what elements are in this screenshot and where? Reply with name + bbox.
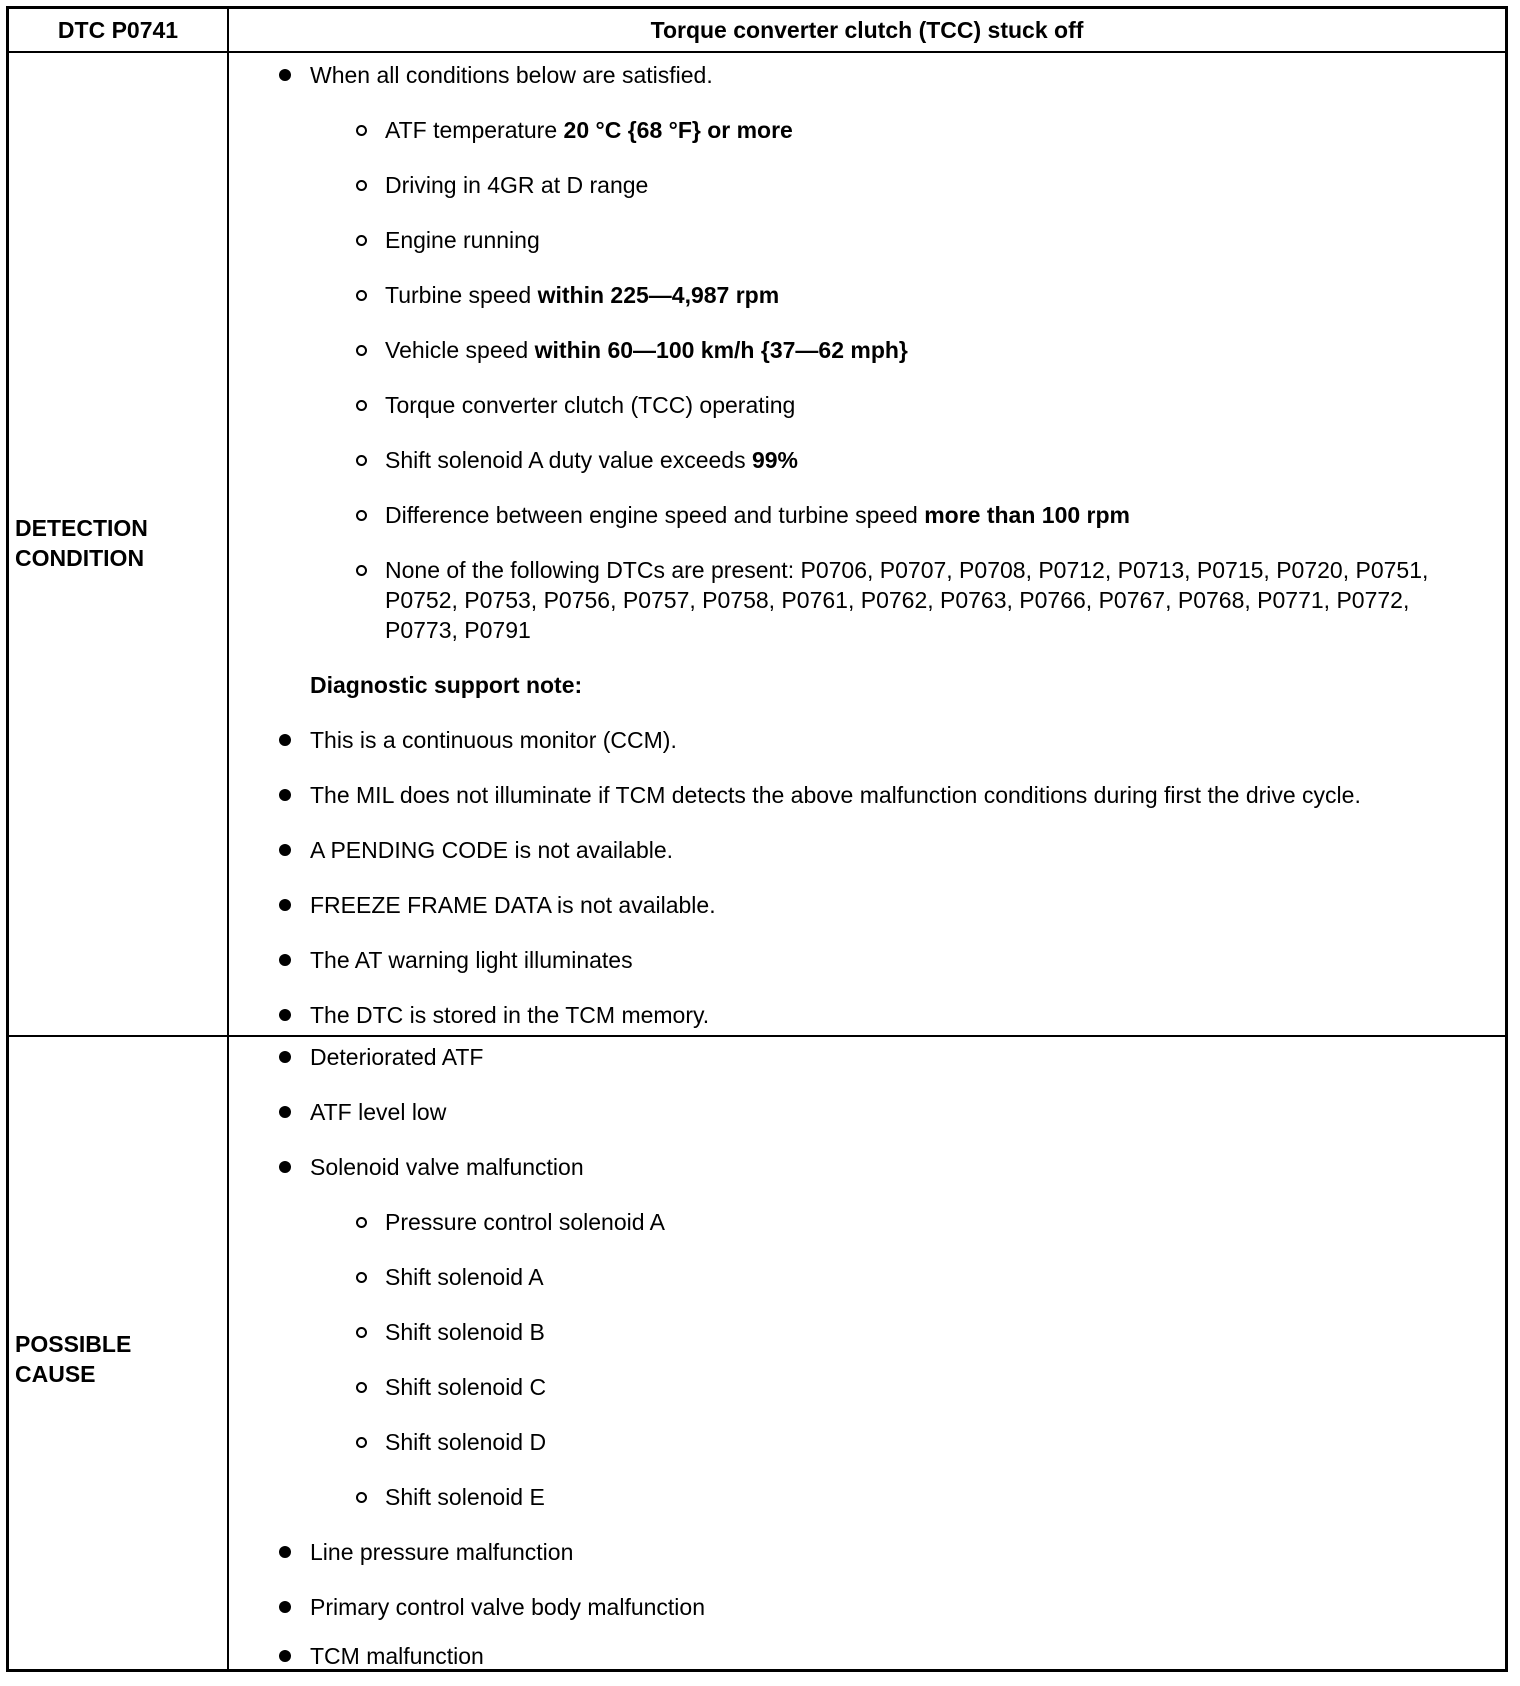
- detection-intro: When all conditions below are satisfied.: [310, 60, 1490, 90]
- solenoid-item: Shift solenoid D: [385, 1427, 1465, 1457]
- note-item: The AT warning light illuminates: [310, 945, 1490, 975]
- condition-item: Driving in 4GR at D range: [385, 170, 1465, 200]
- condition-item: Turbine speed within 225—4,987 rpm: [385, 280, 1465, 310]
- cause-item: TCM malfunction: [310, 1641, 1490, 1671]
- condition-item-dtc-list: None of the following DTCs are present: P0706, P0707, P0708, P0712, P0713, P0715, P0720, P0751, P0752, P0753, P0756, P0757, P0758, P0761, P0762, P0763, P0766, P0767, P0768, P0771, P0772, P0773, P0791: [385, 555, 1465, 645]
- dtc-table: [6, 6, 1508, 1672]
- condition-item: Shift solenoid A duty value exceeds 99%: [385, 445, 1465, 475]
- column-divider: [227, 9, 229, 1669]
- header-divider: [9, 51, 1505, 53]
- note-item: The MIL does not illuminate if TCM detects the above malfunction conditions during first the drive cycle.: [310, 780, 1490, 810]
- solenoid-item: Shift solenoid A: [385, 1262, 1465, 1292]
- note-item: FREEZE FRAME DATA is not available.: [310, 890, 1490, 920]
- condition-item: Engine running: [385, 225, 1465, 255]
- condition-item: Vehicle speed within 60—100 km/h {37—62 mph}: [385, 335, 1465, 365]
- cause-item: Line pressure malfunction: [310, 1537, 1490, 1567]
- condition-item: Difference between engine speed and turbine speed more than 100 rpm: [385, 500, 1465, 530]
- cause-item: ATF level low: [310, 1097, 1490, 1127]
- note-item: The DTC is stored in the TCM memory.: [310, 1000, 1490, 1030]
- solenoid-item: Shift solenoid C: [385, 1372, 1465, 1402]
- cause-item: Solenoid valve malfunction: [310, 1152, 1490, 1182]
- solenoid-item: Shift solenoid B: [385, 1317, 1465, 1347]
- detection-condition-label: DETECTION CONDITION: [15, 515, 148, 571]
- possible-cause-label: POSSIBLE CAUSE: [15, 1331, 132, 1387]
- condition-item: ATF temperature 20 °C {68 °F} or more: [385, 115, 1465, 145]
- diagnostic-note-heading: Diagnostic support note:: [310, 672, 583, 698]
- dtc-code: DTC P0741: [57, 17, 179, 43]
- solenoid-item: Pressure control solenoid A: [385, 1207, 1465, 1237]
- solenoid-item: Shift solenoid E: [385, 1482, 1465, 1512]
- cause-item: Deteriorated ATF: [310, 1042, 1490, 1072]
- dtc-title: Torque converter clutch (TCC) stuck off: [650, 17, 1084, 43]
- condition-item: Torque converter clutch (TCC) operating: [385, 390, 1465, 420]
- note-item: This is a continuous monitor (CCM).: [310, 725, 1490, 755]
- row-divider: [9, 1035, 1505, 1037]
- cause-item: Primary control valve body malfunction: [310, 1592, 1490, 1622]
- note-item: A PENDING CODE is not available.: [310, 835, 1490, 865]
